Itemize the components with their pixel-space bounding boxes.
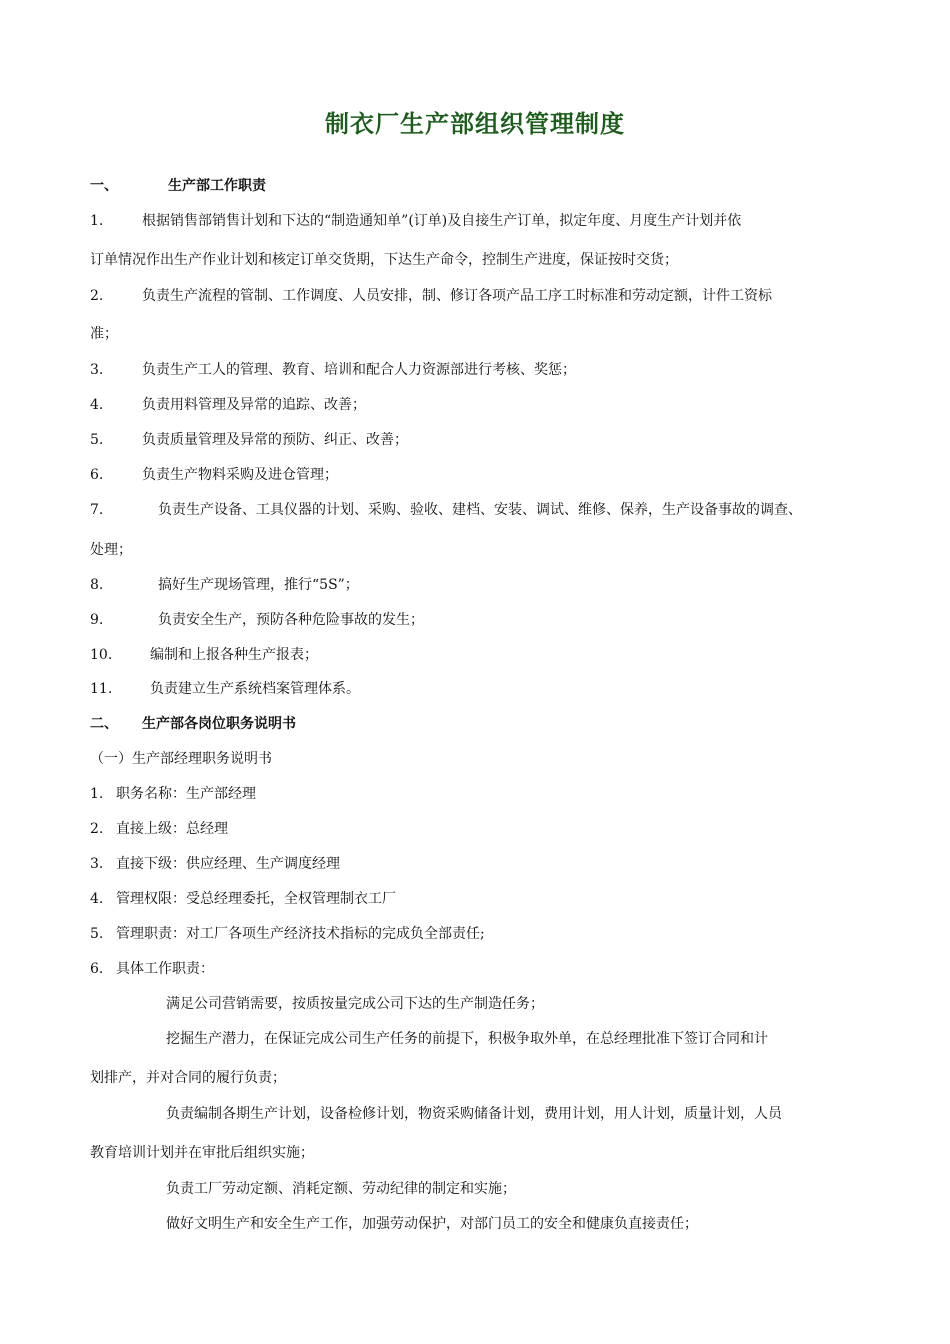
subsection-heading: （一）生产部经理职务说明书 xyxy=(90,751,272,767)
list-item: 4. 管理权限：受总经理委托，全权管理制衣工厂 xyxy=(90,891,396,907)
section-title: 生产部各岗位职务说明书 xyxy=(142,716,296,732)
duty-item-continuation: 教育培训计划并在审批后组织实施； xyxy=(90,1145,314,1161)
list-item: 9. 负责安全生产，预防各种危险事故的发生； xyxy=(90,612,424,628)
list-item: 3. 直接下级：供应经理、生产调度经理 xyxy=(90,856,340,872)
list-item: 2. 负责生产流程的管制、工作调度、人员安排，制、修订各项产品工序工时标准和劳动定额，计件工资标 xyxy=(90,288,772,304)
list-item: 5. 负责质量管理及异常的预防、纠正、改善； xyxy=(90,432,408,448)
list-item: 3. 负责生产工人的管理、教育、培训和配合人力资源部进行考核、奖惩； xyxy=(90,362,576,378)
list-item-continuation: 处理； xyxy=(90,542,132,558)
list-item: 7. 负责生产设备、工具仪器的计划、采购、验收、建档、安装、调试、维修、保养，生产设备事故的调查、 xyxy=(90,502,802,518)
duty-item-continuation: 划排产，并对合同的履行负责； xyxy=(90,1070,286,1086)
list-item: 6. 负责生产物料采购及进仓管理； xyxy=(90,467,338,483)
section-number: 一、 xyxy=(90,178,118,194)
list-item: 1. 职务名称：生产部经理 xyxy=(90,786,256,802)
section-title: 生产部工作职责 xyxy=(168,178,266,194)
document-title: 制衣厂生产部组织管理制度 xyxy=(325,110,625,138)
section-2-heading xyxy=(90,714,875,734)
list-item: 10. 编制和上报各种生产报表； xyxy=(90,647,318,663)
list-item: 5. 管理职责：对工厂各项生产经济技术指标的完成负全部责任; xyxy=(90,926,485,942)
list-item: 6. 具体工作职责： xyxy=(90,961,214,977)
list-item-continuation: 订单情况作出生产作业计划和核定订单交货期，下达生产命令，控制生产进度，保证按时交货； xyxy=(90,252,678,268)
list-item: 11. 负责建立生产系统档案管理体系。 xyxy=(90,681,360,697)
list-item: 4. 负责用料管理及异常的追踪、改善； xyxy=(90,397,366,413)
list-item: 8. 搞好生产现场管理，推行“5S”； xyxy=(90,577,359,593)
duty-item: 做好文明生产和安全生产工作，加强劳动保护，对部门员工的安全和健康负直接责任； xyxy=(166,1216,698,1232)
list-item: 1. 根据销售部销售计划和下达的“制造通知单”(订单)及自接生产订单，拟定年度、月度生产计划并依 xyxy=(90,213,742,229)
duty-item: 负责工厂劳动定额、消耗定额、劳动纪律的制定和实施； xyxy=(166,1181,516,1197)
section-number: 二、 xyxy=(90,716,118,732)
section-1-heading xyxy=(90,176,875,196)
list-item: 2. 直接上级：总经理 xyxy=(90,821,228,837)
duty-item: 负责编制各期生产计划，设备检修计划，物资采购储备计划，费用计划，用人计划，质量计划，人员 xyxy=(166,1106,782,1122)
list-item-continuation: 准； xyxy=(90,326,118,342)
duty-item: 挖掘生产潜力，在保证完成公司生产任务的前提下，积极争取外单，在总经理批准下签订合同和计 xyxy=(166,1031,768,1047)
duty-item: 满足公司营销需要，按质按量完成公司下达的生产制造任务； xyxy=(166,996,544,1012)
